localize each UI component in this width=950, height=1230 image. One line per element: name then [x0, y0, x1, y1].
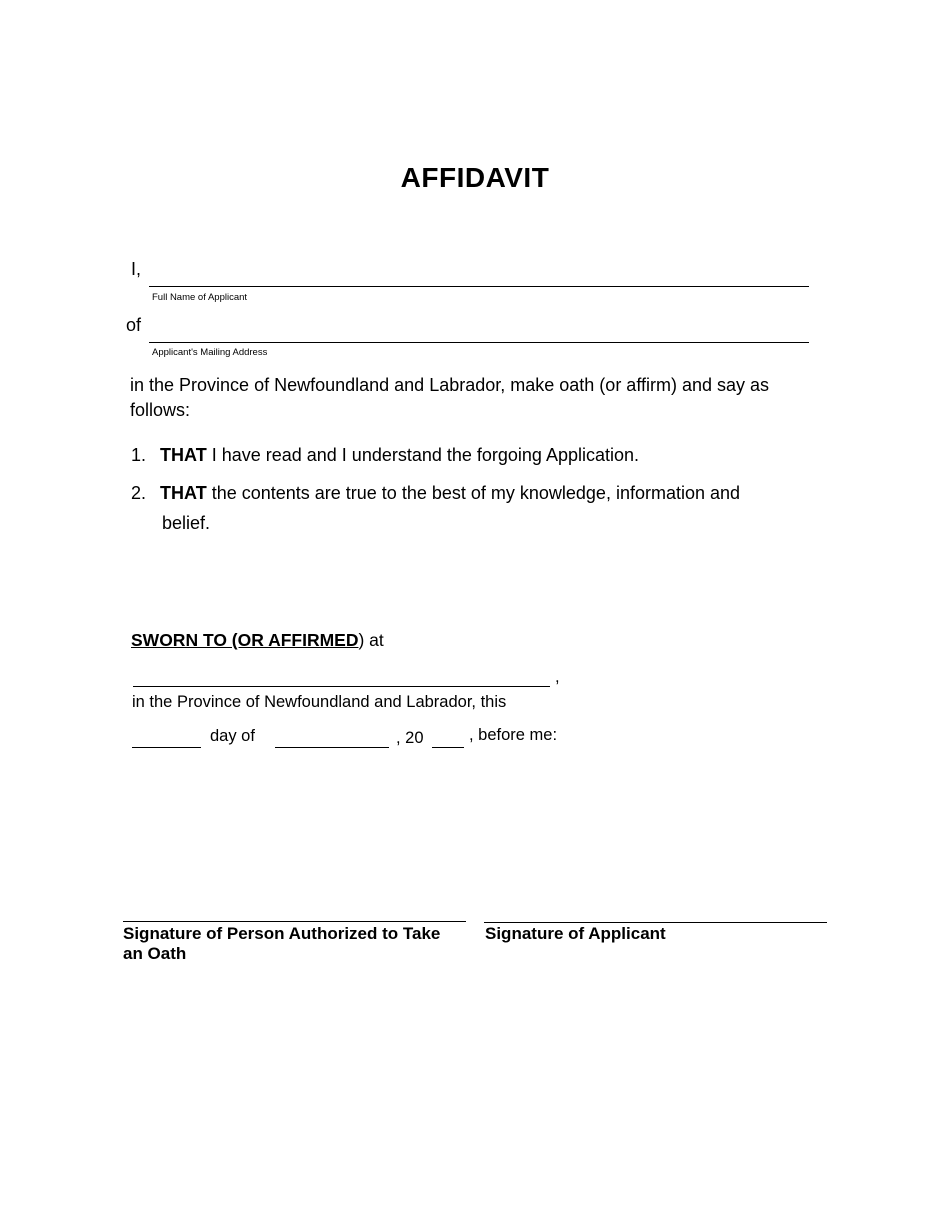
year-prefix: , 20 — [396, 729, 424, 747]
item-lead: THAT — [160, 445, 207, 465]
sworn-heading — [131, 630, 384, 651]
authorized-signature-field[interactable] — [123, 921, 466, 922]
province-line: in the Province of Newfoundland and Labrador, this — [132, 693, 507, 711]
applicant-signature-label: Signature of Applicant — [485, 924, 666, 943]
item-lead: THAT — [160, 483, 207, 503]
list-item — [131, 443, 639, 468]
authorized-signature-line-1: Signature of Person Authorized to Take — [123, 924, 441, 943]
location-comma: , — [555, 668, 560, 686]
sworn-location-field[interactable] — [133, 686, 550, 687]
i-label: I, — [131, 259, 142, 279]
item-text: I have read and I understand the forgoing Application. — [206, 445, 640, 465]
authorized-signature-line-2: an Oath — [123, 944, 187, 963]
day-of-label: day of — [210, 727, 255, 745]
intro-line-2: follows: — [130, 400, 191, 420]
full-name-field[interactable] — [149, 286, 809, 287]
authorized-signature-label — [123, 924, 440, 964]
month-field[interactable] — [275, 747, 389, 748]
list-item — [131, 481, 740, 506]
item-number: 1. — [131, 445, 147, 465]
year-field[interactable] — [432, 747, 464, 748]
mailing-address-caption: Applicant's Mailing Address — [152, 347, 268, 358]
sworn-label: SWORN TO (OR AFFIRMED — [131, 630, 359, 650]
page-title: AFFIDAVIT — [400, 162, 550, 193]
day-field[interactable] — [132, 747, 201, 748]
sworn-suffix: ) at — [358, 630, 384, 650]
full-name-caption: Full Name of Applicant — [152, 292, 248, 303]
intro-line-1: in the Province of Newfoundland and Labrador, make oath (or affirm) and say as — [130, 375, 770, 395]
mailing-address-field[interactable] — [149, 342, 809, 343]
applicant-signature-field[interactable] — [484, 922, 827, 923]
item-text: the contents are true to the best of my knowledge, information and — [206, 483, 741, 503]
before-me-label: , before me: — [469, 726, 558, 744]
item-continuation: belief. — [162, 513, 211, 533]
of-label: of — [126, 315, 142, 335]
item-number: 2. — [131, 483, 147, 503]
